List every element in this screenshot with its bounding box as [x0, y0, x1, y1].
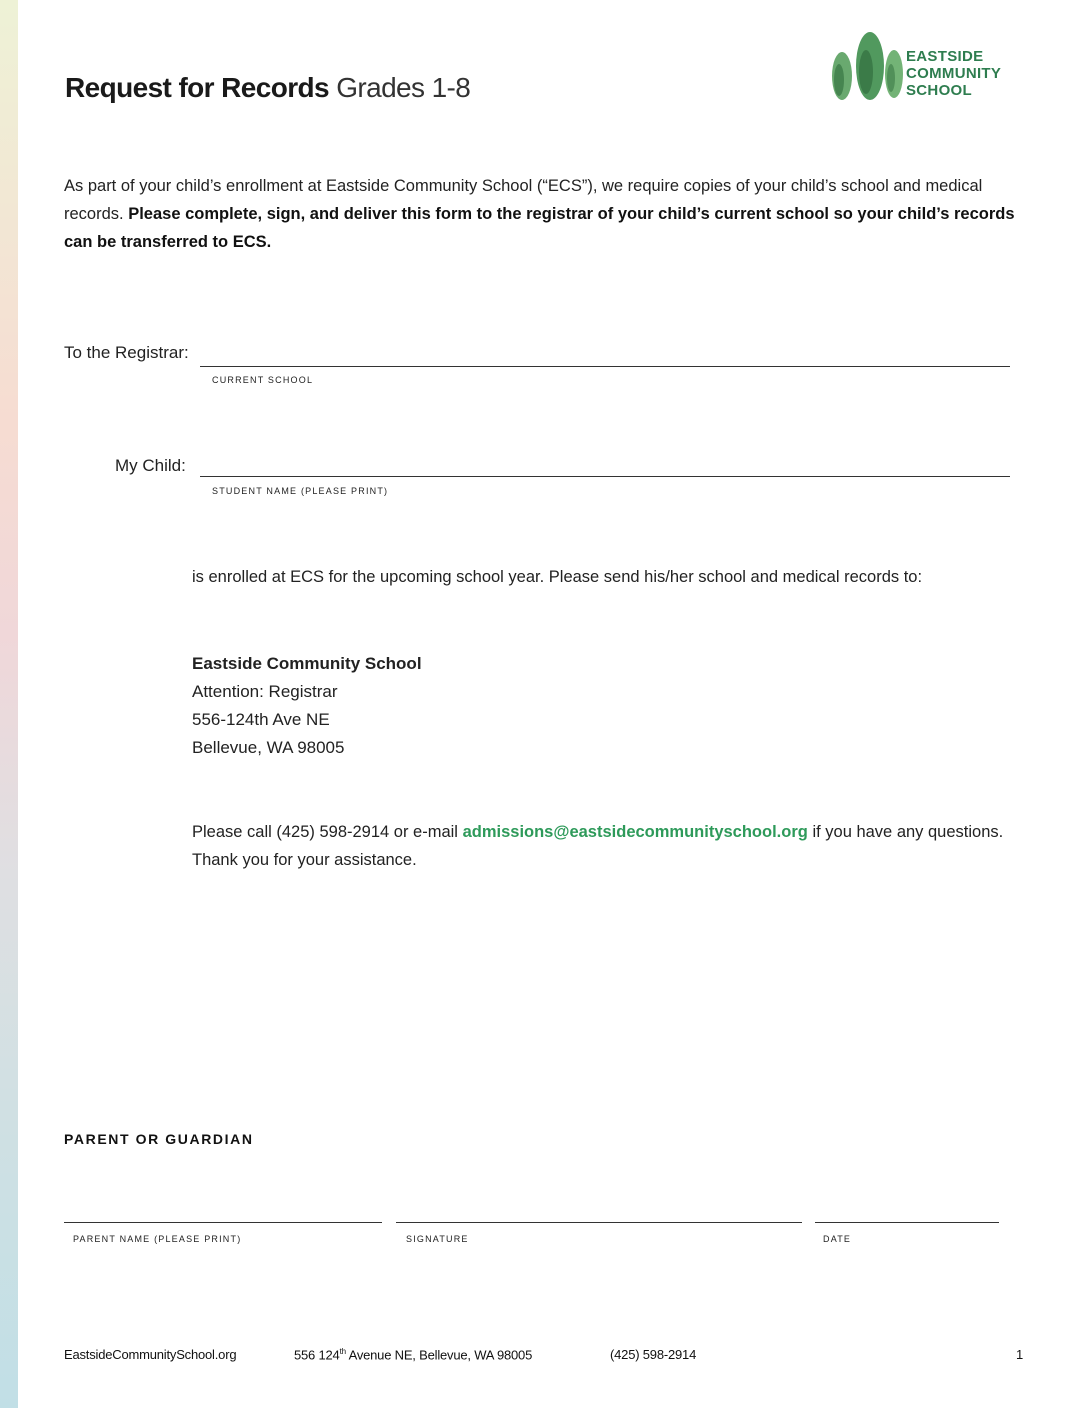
- footer-website[interactable]: EastsideCommunitySchool.org: [64, 1347, 237, 1362]
- address-city: Bellevue, WA 98005: [192, 738, 345, 757]
- intro-bold: Please complete, sign, and deliver this form to the registrar of your child’s current school so your child’s records can be transferred to ECS.: [64, 205, 1015, 251]
- registrar-label: To the Registrar:: [64, 343, 189, 362]
- page-number: 1: [1016, 1347, 1024, 1362]
- address-name: Eastside Community School: [192, 654, 422, 673]
- parent-name-caption: PARENT NAME (PLEASE PRINT): [73, 1234, 242, 1244]
- contact-after: if you have any questions.: [812, 823, 1004, 841]
- logo-line-1: EASTSIDE: [906, 48, 984, 65]
- address-attention: Attention: Registrar: [192, 682, 338, 701]
- footer-address-sup: th: [339, 1347, 346, 1356]
- logo-wordmark: [906, 48, 1001, 99]
- trees-icon: [828, 28, 904, 104]
- school-logo: [828, 28, 1028, 104]
- mailing-address: [192, 650, 422, 762]
- date-field[interactable]: [815, 1222, 999, 1223]
- enrolled-statement: is enrolled at ECS for the upcoming school year. Please send his/her school and medical records to:: [192, 568, 923, 586]
- child-label: My Child:: [115, 456, 186, 475]
- signature-field[interactable]: [396, 1222, 802, 1223]
- admissions-email-link[interactable]: admissions@eastsidecommunityschool.org: [462, 823, 808, 841]
- intro-plain: As part of your child’s enrollment at Eastside Community School (“ECS”), we require copies of your child’s school and medical records.: [64, 177, 983, 223]
- side-color-stripe: [0, 0, 18, 1408]
- current-school-field[interactable]: [200, 366, 1010, 367]
- parent-guardian-heading: PARENT OR GUARDIAN: [64, 1131, 254, 1147]
- signature-caption: SIGNATURE: [406, 1234, 469, 1244]
- title-main: Request for Records: [65, 72, 329, 103]
- contact-thanks: Thank you for your assistance.: [192, 851, 417, 869]
- footer-address-number: 556 124: [294, 1347, 340, 1363]
- footer-address-rest: Avenue NE, Bellevue, WA 98005: [348, 1347, 533, 1363]
- student-name-caption: STUDENT NAME (PLEASE PRINT): [212, 486, 389, 496]
- logo-line-2: COMMUNITY: [906, 65, 1002, 82]
- current-school-caption: CURRENT SCHOOL: [212, 375, 314, 385]
- title-grades: Grades 1-8: [336, 72, 471, 103]
- intro-paragraph: [64, 172, 1034, 256]
- contact-before: Please call (425) 598-2914 or e-mail: [192, 823, 458, 841]
- footer-address: [294, 1347, 532, 1362]
- contact-paragraph: [192, 818, 1032, 874]
- address-street: 556-124th Ave NE: [192, 710, 330, 729]
- page-title: [65, 72, 470, 104]
- parent-name-field[interactable]: [64, 1222, 382, 1223]
- footer-phone: (425) 598-2914: [610, 1347, 697, 1362]
- student-name-field[interactable]: [200, 476, 1010, 477]
- logo-line-3: SCHOOL: [906, 82, 972, 99]
- date-caption: DATE: [823, 1234, 852, 1244]
